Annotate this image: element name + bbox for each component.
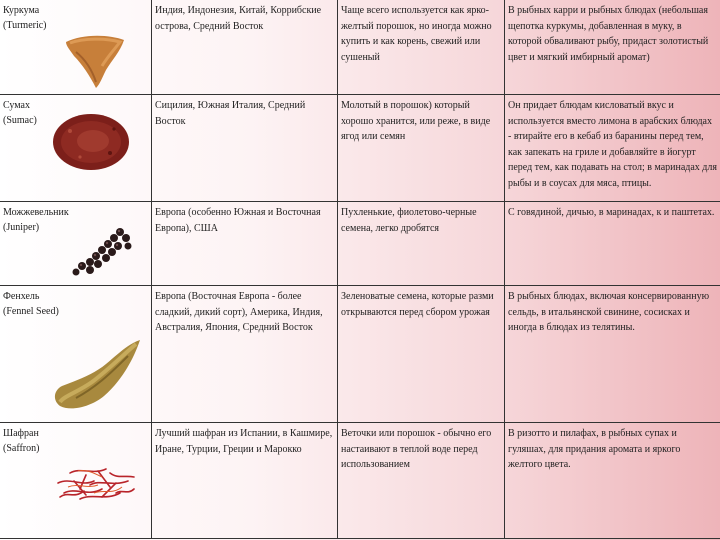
spice-name: Можжевельник bbox=[3, 207, 69, 218]
form-cell: Пухленькие, фиолетово-черные семена, легко дробятся bbox=[338, 202, 505, 286]
origin-cell: Сицилия, Южная Италия, Средний Восток bbox=[152, 95, 338, 202]
table-row bbox=[0, 94, 720, 202]
origin-cell: Европа (особенно Южная и Восточная Европа), США bbox=[152, 202, 338, 286]
spice-name: Куркума bbox=[3, 5, 40, 16]
form-cell: Зеленоватые семена, которые разми открываются перед сбором урожая bbox=[338, 286, 505, 423]
spice-latin-name: (Turmeric) bbox=[3, 20, 47, 31]
spice-latin-name: (Fennel Seed) bbox=[3, 306, 59, 317]
form-cell: Веточки или порошок - обычно его настаивают в теплой воде перед использованием bbox=[338, 423, 505, 539]
juniper-image bbox=[68, 224, 136, 280]
table-row bbox=[0, 285, 720, 423]
usage-cell: В ризотто и пилафах, в рыбных супах и гуляшах, для придания аромата и яркого желтого цвета. bbox=[508, 428, 681, 471]
sumac-image bbox=[50, 111, 132, 173]
spice-latin-name: (Juniper) bbox=[3, 222, 40, 233]
form-cell: Молотый в порошок) который хорошо хранится, или реже, в виде ягод или семян bbox=[338, 95, 505, 202]
form-cell: Чаще всего используется как ярко-желтый порошок, но иногда можно купить и как корень, свежий или сушеный bbox=[338, 0, 505, 94]
table-row bbox=[0, 422, 720, 539]
table-row bbox=[0, 0, 720, 94]
usage-cell: В рыбных блюдах, включая консервированную сельдь, в итальянской свинине, сосисках и иногда в блюдах из телятины. bbox=[508, 291, 710, 334]
usage-cell: Он придает блюдам кисловатый вкус и используется вместо лимона в арабских блюдах - втирайте его в кебаб из баранины перед тем, как запекать на гриле и добавляйте в йогурт перед тем, как подавать на стол; в маринадах для рыбы и в соусах для мяса, птицы. bbox=[508, 100, 717, 189]
origin-cell: Европа (Восточная Европа - более сладкий, дикий сорт), Америка, Индия, Австралия, Япония, Средний Восток bbox=[152, 286, 338, 423]
spice-name-cell bbox=[0, 202, 152, 286]
usage-cell: В рыбных карри и рыбных блюдах (небольшая щепотка куркумы, добавленная в муку, в которой обваливают рыбу, придаст золотистый цвет и мягкий имбирный аромат) bbox=[508, 5, 709, 63]
spice-name: Сумах bbox=[3, 100, 30, 111]
spice-name-cell bbox=[0, 0, 152, 94]
spice-name-cell bbox=[0, 286, 152, 423]
spice-name-cell bbox=[0, 95, 152, 202]
table-bottom-border bbox=[0, 538, 720, 539]
spice-name: Фенхель bbox=[3, 291, 40, 302]
spice-name-cell bbox=[0, 423, 152, 539]
usage-cell: С говядиной, дичью, в маринадах, к и паштетах. bbox=[508, 207, 715, 218]
spice-latin-name: (Sumac) bbox=[3, 115, 37, 126]
origin-cell: Индия, Индонезия, Китай, Коррибские острова, Средний Восток bbox=[152, 0, 338, 94]
turmeric-image bbox=[60, 30, 128, 90]
spice-latin-name: (Saffron) bbox=[3, 443, 40, 454]
origin-cell: Лучший шафран из Испании, в Кашмире, Иране, Турции, Греции и Марокко bbox=[152, 423, 338, 539]
fennel-image bbox=[48, 334, 144, 412]
table-row bbox=[0, 201, 720, 286]
saffron-image bbox=[50, 453, 140, 509]
spice-name: Шафран bbox=[3, 428, 39, 439]
